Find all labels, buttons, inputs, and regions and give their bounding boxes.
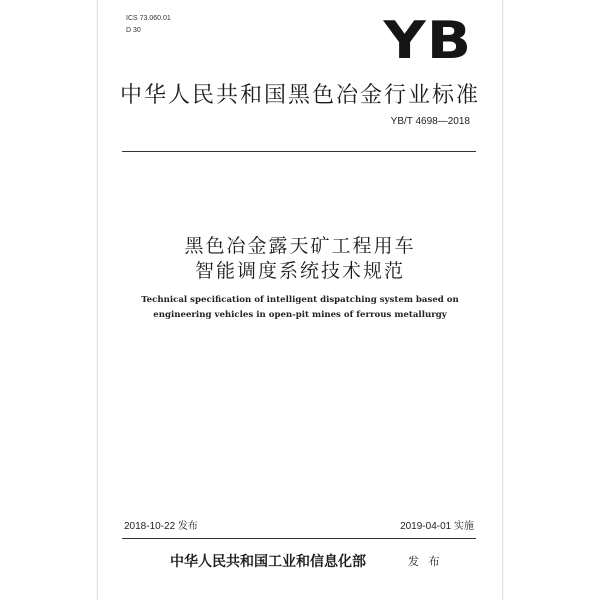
ics-code: ICS 73.060.01 bbox=[126, 15, 171, 22]
top-divider bbox=[122, 151, 476, 152]
document-title-zh-line2: 智能调度系统技术规范 bbox=[194, 260, 405, 282]
issue-date: 2018-10-22 发布 bbox=[124, 521, 198, 532]
publisher-name: 中华人民共和国工业和信息化部 bbox=[170, 554, 366, 570]
document-title-zh-line1: 黑色冶金露天矿工程用车 bbox=[184, 235, 416, 257]
classification-codes bbox=[126, 13, 171, 37]
standard-cover bbox=[98, 0, 502, 600]
document-title-en-line1: Technical specification of intelligent dispatching system based on bbox=[141, 295, 459, 305]
publisher-action: 发 布 bbox=[408, 555, 443, 568]
bottom-divider bbox=[122, 538, 476, 539]
standard-number: YB/T 4698—2018 bbox=[390, 116, 470, 127]
yb-logo: YB bbox=[383, 11, 472, 71]
implementation-date: 2019-04-01 实施 bbox=[400, 521, 474, 532]
document-title-en-line2: engineering vehicles in open-pit mines of ferrous metallurgy bbox=[153, 310, 447, 320]
ccs-code: D 30 bbox=[126, 27, 141, 34]
standard-category: 中华人民共和国黑色冶金行业标准 bbox=[119, 83, 480, 108]
